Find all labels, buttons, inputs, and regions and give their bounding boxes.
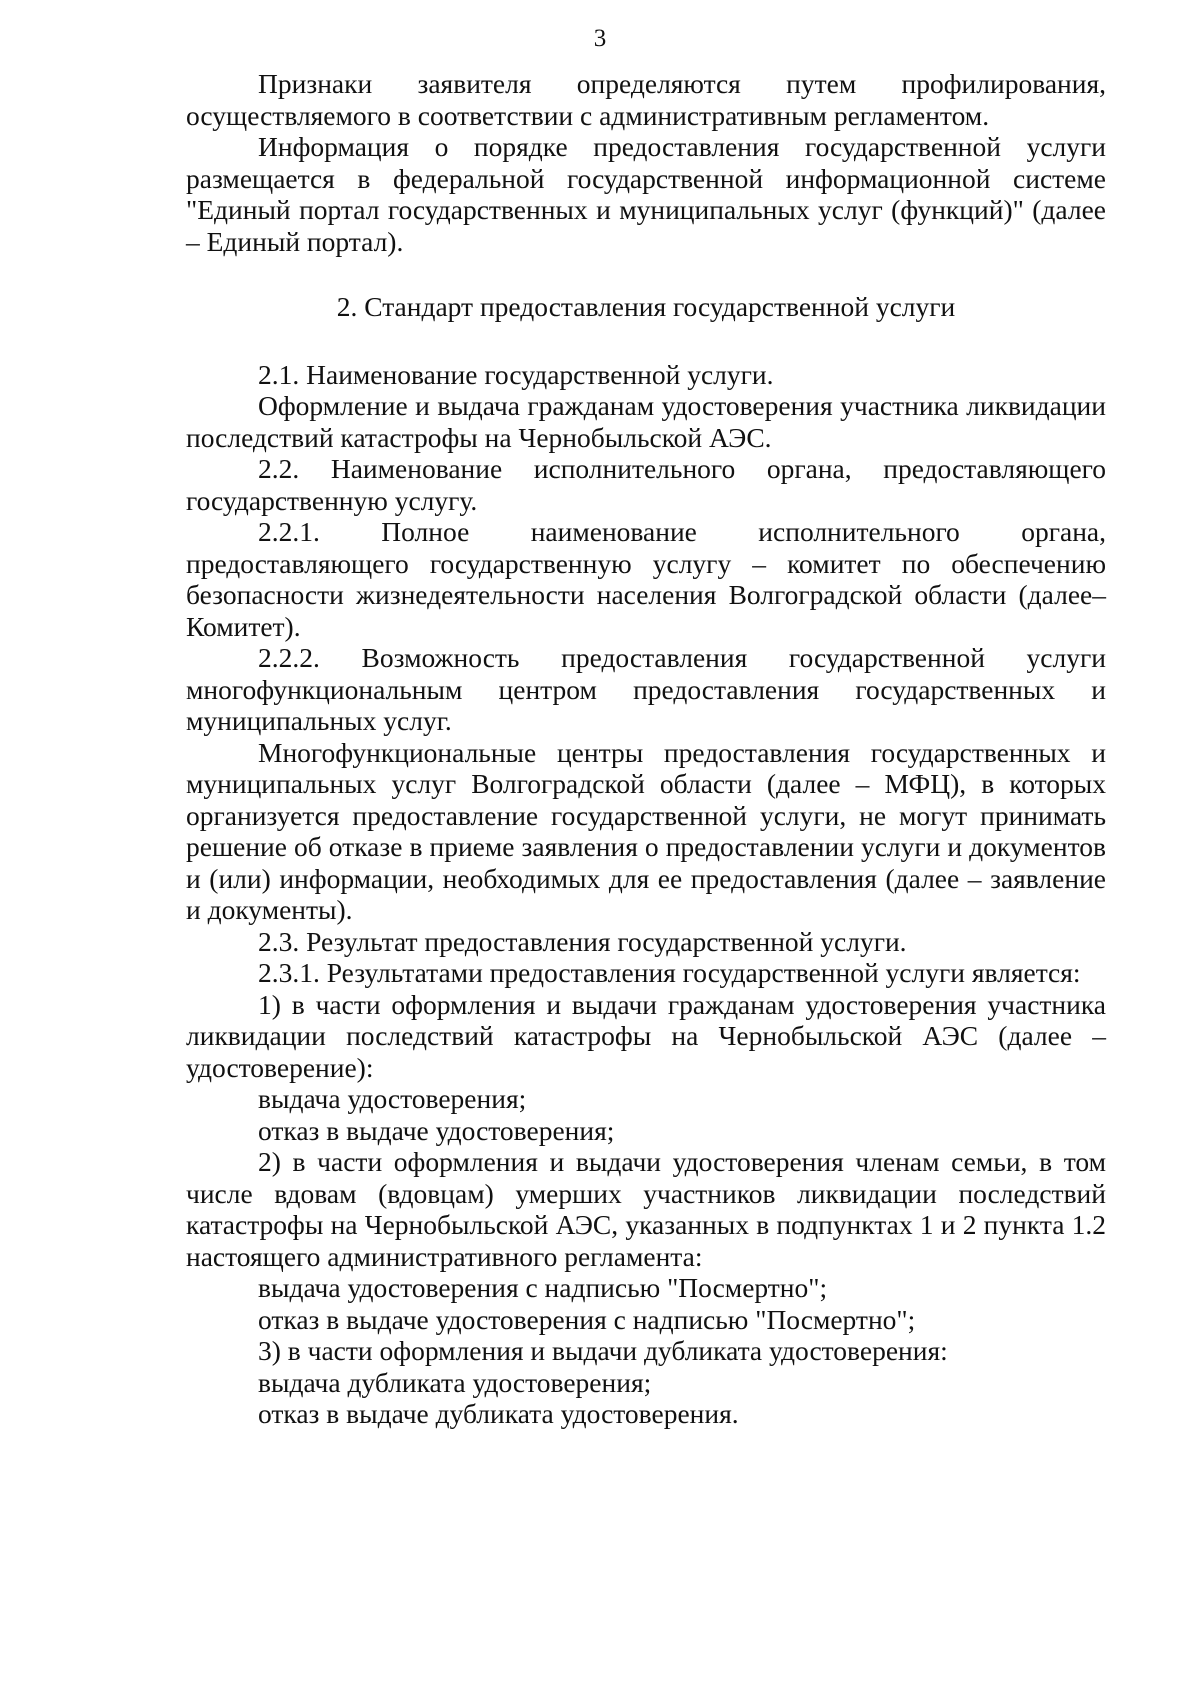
paragraph-unified-portal-info: Информация о порядке предоставления государственной услуги размещается в федеральной государственной информационной системе "Единый портал государственных и муниципальных услуг (функций)" (далее – Единый портал). <box>186 131 1106 257</box>
section-title: 2. Стандарт предоставления государственной услуги <box>336 291 956 322</box>
list-item-1: 1) в части оформления и выдачи гражданам удостоверения участника ликвидации последствий катастрофы на Чернобыльской АЭС (далее – удостоверение): <box>186 988 1106 1083</box>
paragraph-2-2-1: 2.2.1. Полное наименование исполнительного органа, предоставляющего государственную услугу – комитет по обеспечению безопасности жизнедеятельности населения Волгоградской области (далее–Комитет). <box>186 516 1106 642</box>
paragraph-applicant-profiling: Признаки заявителя определяются путем профилирования, осуществляемого в соответствии с административным регламентом. <box>186 68 1106 131</box>
paragraph-2-2: 2.2. Наименование исполнительного органа, предоставляющего государственную услугу. <box>186 453 1106 516</box>
paragraph-2-3: 2.3. Результат предоставления государственной услуги. <box>258 925 907 957</box>
list-item-issue-duplicate: выдача дубликата удостоверения; <box>258 1366 652 1398</box>
list-item-2: 2) в части оформления и выдачи удостоверения членам семьи, в том числе вдовам (вдовцам) умерших участников ликвидации последствий катастрофы на Чернобыльской АЭС, указанных в подпунктах 1 и 2 пункта 1.2 настоящего административного регламента: <box>186 1146 1106 1272</box>
document-body <box>186 68 1106 1430</box>
paragraph-2-1: 2.1. Наименование государственной услуги. <box>258 358 774 390</box>
list-item-refuse-posthumous: отказ в выдаче удостоверения с надписью "Посмертно"; <box>258 1303 916 1335</box>
list-item-issue-posthumous: выдача удостоверения с надписью "Посмертно"; <box>258 1272 828 1303</box>
spacer <box>186 257 1106 291</box>
paragraph-mfc: Многофункциональные центры предоставления государственных и муниципальных услуг Волгоградской области (далее – МФЦ), в которых организуется предоставление государственной услуги, не могут принимать решение об отказе в приеме заявления о предоставлении услуги и документов и (или) информации, необходимых для ее предоставления (далее – заявление и документы). <box>186 736 1106 925</box>
list-item-issue-certificate: выдача удостоверения; <box>258 1083 527 1114</box>
list-item-refuse-duplicate: отказ в выдаче дубликата удостоверения. <box>258 1398 739 1429</box>
paragraph-2-3-1: 2.3.1. Результатами предоставления государственной услуги является: <box>258 957 1081 988</box>
paragraph-2-2-2: 2.2.2. Возможность предоставления государственной услуги многофункциональным центром предоставления государственных и муниципальных услуг. <box>186 642 1106 736</box>
paragraph-service-name: Оформление и выдача гражданам удостоверения участника ликвидации последствий катастрофы на Чернобыльской АЭС. <box>186 390 1106 453</box>
spacer <box>186 323 1106 359</box>
list-item-3: 3) в части оформления и выдачи дубликата удостоверения: <box>258 1335 948 1366</box>
list-item-refuse-certificate: отказ в выдаче удостоверения; <box>258 1114 615 1146</box>
page-number: 3 <box>593 25 607 52</box>
